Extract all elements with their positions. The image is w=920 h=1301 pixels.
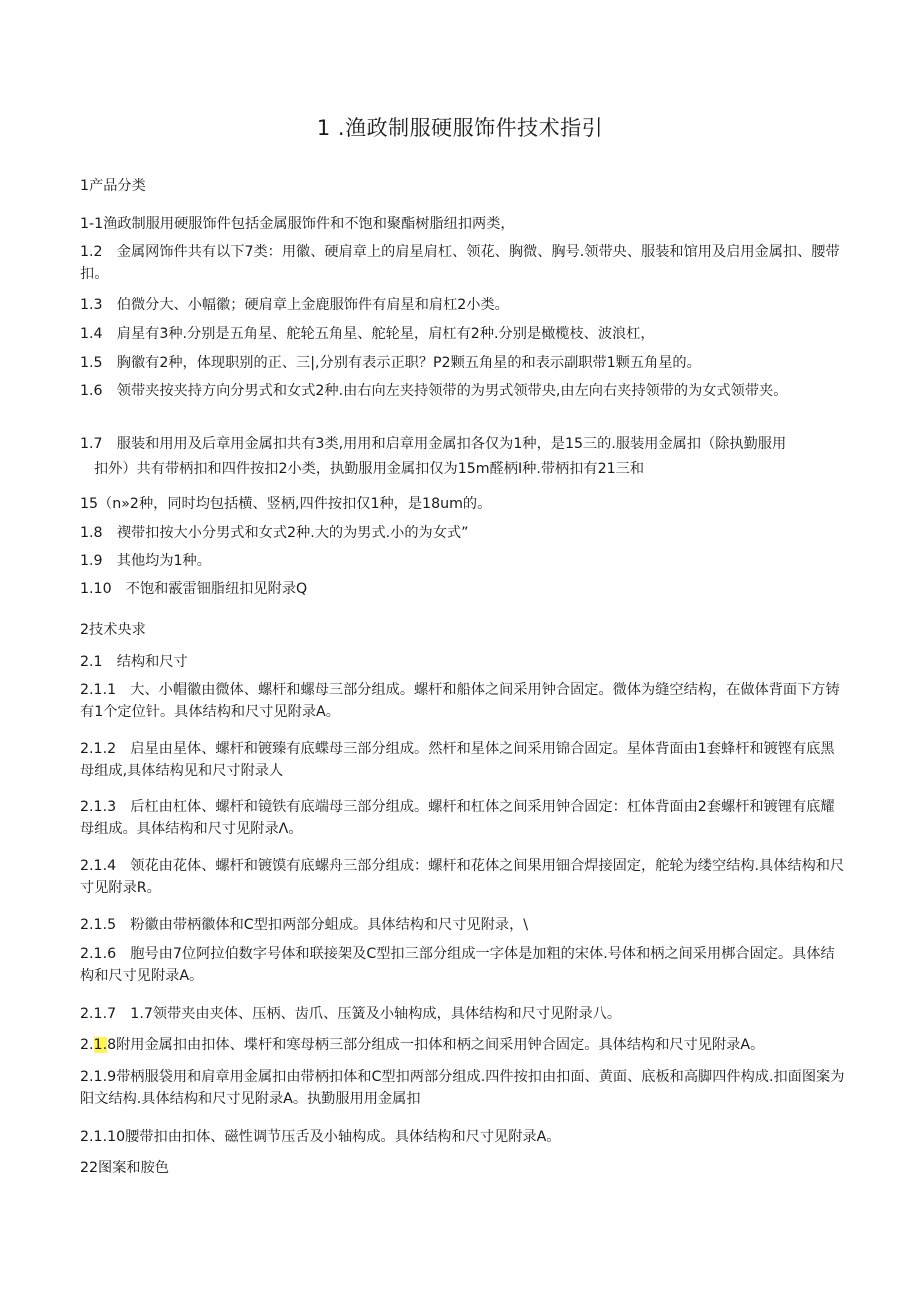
paragraph-2-1-7: 2.1.7 1.7领带夹由夹体、压柄、齿爪、压簧及小轴构成，具体结构和尺寸见附录八。 [80, 1006, 622, 1022]
paragraph-2-1-2: 2.1.2 启星由星体、螺杆和镀臻有底蝶母三部分组成。然杆和星体之间采用锦合固定。星体背面由1套蜂杆和镀铿有底黑母组成,具体结构见和尺寸附录人 [80, 741, 835, 779]
paragraph-2-1-5: 2.1.5 粉徽由带柄徽体和C型扣两部分蛆成。具体结构和尺寸见附录，\ [80, 917, 529, 933]
paragraph-2-1-1: 2.1.1 大、小帽徽由微体、螺杆和螺母三部分组成。螺杆和船体之间采用钟合固定。微体为缝空结构，在做体背面下方铸有1个定位针。具体结构和尺寸见附录A。 [80, 682, 840, 720]
paragraph-2-1-8-text: 8附用金属扣由扣体、堞杆和寒母柄三部分组成一扣体和柄之间采用钟合固定。具体结构和尺寸见附录A。 [107, 1037, 765, 1053]
paragraph-2-1-8-prefix: 2. [80, 1037, 94, 1053]
paragraph-1-4: 1.4 肩星有3种.分别是五角星、舵轮五角星、舵轮星，肩杠有2种.分别是橄榄枝、波浪杠， [80, 326, 655, 342]
paragraph-1-5: 1.5 胸徽有2种，体现职别的正、三|,分别有表示正职？P2颗五角星的和表示副职带1颗五角星的。 [80, 355, 701, 371]
paragraph-1-6: 1.6 领带夹按夹持方向分男式和女式2种.由右向左夹持领带的为男式领带央,由左向右夹持领带的为女式领带夹。 [80, 383, 788, 399]
paragraph-1-10: 1.10 不饱和霰雷钿脂纽扣见附录Q [80, 581, 308, 597]
paragraph-2-1-10: 2.1.10腰带扣由扣体、磁性调节压舌及小轴构成。具体结构和尺寸见附录A。 [80, 1129, 561, 1145]
paragraph-1-9: 1.9 其他均为1种。 [80, 553, 211, 569]
paragraph-1-3: 1.3 伯微分大、小幅徽；硬肩章上金鹿服饰件有肩星和肩杠2小类。 [80, 297, 509, 313]
paragraph-2-1-6: 2.1.6 胞号由7位阿拉伯数字号体和联接架及C型扣三部分组成一字体是加粗的宋体.号体和柄之间采用梆合固定。具体结构和尺寸见附录A。 [80, 946, 835, 984]
highlighted-text: 1. [93, 1037, 108, 1053]
paragraph-1-7-line1: 1.7 服装和用用及后章用金属扣共有3类,用用和启章用金属扣各仅为1种，是15三的.服装用金属扣（除执勤服用 [80, 436, 787, 452]
paragraph-2-1-4: 2.1.4 领花由花体、螺杆和镀馍有底螺舟三部分组成：螺杆和花体之间果用钿合焊接固定，舵轮为缕空结构.具体结构和尺寸见附录R。 [80, 858, 845, 896]
paragraph-1-7-line3: 15（n»2种，同时均包括横、竖柄,四件按扣仅1种，是18um的。 [80, 496, 492, 512]
section-heading-1: 1产品分类 [80, 178, 146, 194]
paragraph-2-1-9: 2.1.9带柄服袋用和肩章用金属扣由带柄扣体和C型扣两部分组成.四件按扣由扣面、黄面、底板和高脚四件构成.扣面图案为阳文结构.具体结构和尺寸见附录A。执勤服用用金属扣 [80, 1069, 845, 1107]
paragraph-1-8: 1.8 禊带扣按大小分男式和女式2种.大的为男式.小的为女式” [80, 525, 469, 541]
document-title: 1 .渔政制服硬服饰件技术指引 [316, 116, 604, 140]
paragraph-1-7-line2: 扣外）共有带柄扣和四件按扣2小类，执勤服用金属扣仅为15m醛柄I种.带柄扣有21三和 [94, 461, 645, 477]
paragraph-1-2: 1.2 金属网饰件共有以下7类：用徽、硬肩章上的肩星肩杠、领花、胸微、胸号.领带央、服装和馆用及启用金属扣、腰带扣。 [80, 244, 840, 282]
section-heading-2-2: 22图案和胺色 [80, 1160, 169, 1176]
paragraph-2-1-8 [80, 1034, 845, 1056]
section-heading-2-1: 2.1 结构和尺寸 [80, 654, 188, 670]
section-heading-2: 2技术央求 [80, 622, 146, 638]
paragraph-2-1-3: 2.1.3 后杠由杠体、螺杆和镜铁有底端母三部分组成。螺杆和杠体之间采用钟合固定：杠体背面由2套螺杆和镀锂有底耀母组成。具体结构和尺寸见附录Λ。 [80, 799, 835, 837]
paragraph-1-1: 1-1渔政制服用硬服饰件包括金属服饰件和不饱和聚酯树脂纽扣两类， [80, 216, 515, 232]
